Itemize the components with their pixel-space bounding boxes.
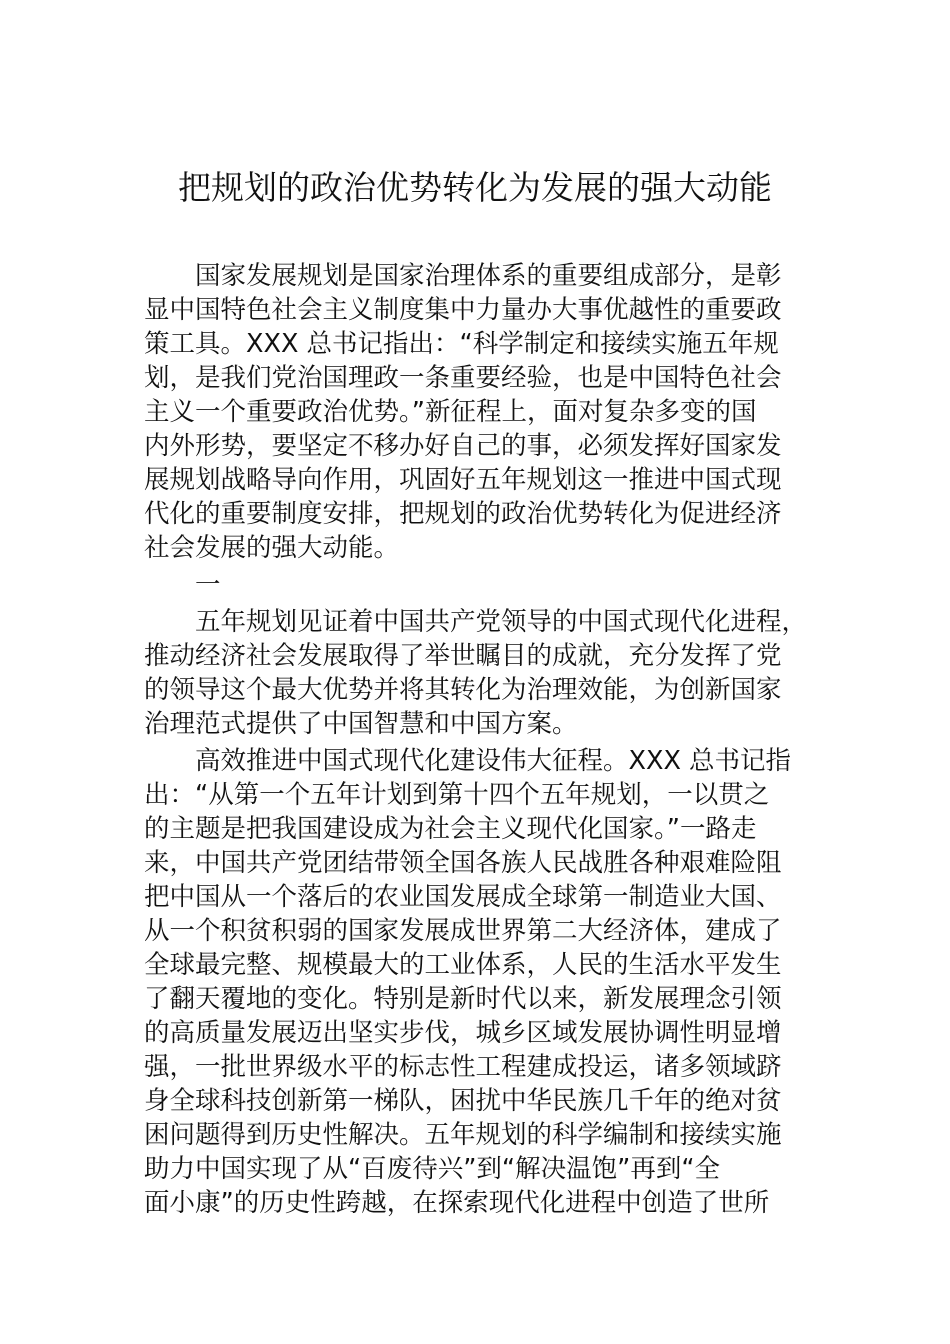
body-line: 出：“从第一个五年计划到第十四个五年规划，一以贯之 — [144, 780, 770, 810]
body-line: 了翻天覆地的变化。特别是新时代以来，新发展理念引领 — [144, 984, 782, 1014]
body-line: 的主题是把我国建设成为社会主义现代化国家。”一路走 — [144, 814, 757, 844]
body-line: 把中国从一个落后的农业国发展成全球第一制造业大国、 — [144, 882, 782, 912]
body-line: 全球最完整、规模最大的工业体系，人民的生活水平发生 — [144, 950, 782, 980]
body-line: 高效推进中国式现代化建设伟大征程。XXX 总书记指 — [144, 746, 792, 776]
body-line: 强，一批世界级水平的标志性工程建成投运，诸多领域跻 — [144, 1052, 782, 1082]
body-line: 助力中国实现了从“百废待兴”到“解决温饱”再到“全 — [144, 1154, 721, 1184]
body-line: 身全球科技创新第一梯队，困扰中华民族几千年的绝对贫 — [144, 1086, 782, 1116]
body-line: 划，是我们党治国理政一条重要经验，也是中国特色社会 — [144, 363, 782, 393]
body-line: 的高质量发展迈出坚实步伐，城乡区域发展协调性明显增 — [144, 1018, 782, 1048]
section-heading: 一 — [144, 570, 221, 600]
body-line: 显中国特色社会主义制度集中力量办大事优越性的重要政 — [144, 295, 782, 325]
body-line: 面小康”的历史性跨越，在探索现代化进程中创造了世所 — [144, 1188, 770, 1218]
body-line: 代化的重要制度安排，把规划的政治优势转化为促进经济 — [144, 499, 782, 529]
body-line: 治理范式提供了中国智慧和中国方案。 — [144, 709, 578, 739]
document-title: 把规划的政治优势转化为发展的强大动能 — [178, 168, 772, 207]
body-line: 五年规划见证着中国共产党领导的中国式现代化进程， — [144, 607, 808, 637]
body-line: 国家发展规划是国家治理体系的重要组成部分，是彰 — [144, 261, 782, 291]
body-line: 困问题得到历史性解决。五年规划的科学编制和接续实施 — [144, 1120, 782, 1150]
body-line: 社会发展的强大动能。 — [144, 533, 400, 563]
body-line: 的领导这个最大优势并将其转化为治理效能，为创新国家 — [144, 675, 782, 705]
body-line: 从一个积贫积弱的国家发展成世界第二大经济体，建成了 — [144, 916, 782, 946]
body-line: 内外形势，要坚定不移办好自己的事，必须发挥好国家发 — [144, 431, 782, 461]
body-line: 来，中国共产党团结带领全国各族人民战胜各种艰难险阻 — [144, 848, 782, 878]
body-line: 推动经济社会发展取得了举世瞩目的成就，充分发挥了党 — [144, 641, 782, 671]
body-line: 策工具。XXX 总书记指出：“科学制定和接续实施五年规 — [144, 329, 779, 359]
body-line: 展规划战略导向作用，巩固好五年规划这一推进中国式现 — [144, 465, 782, 495]
body-line: 主义一个重要政治优势。”新征程上，面对复杂多变的国 — [144, 397, 757, 427]
